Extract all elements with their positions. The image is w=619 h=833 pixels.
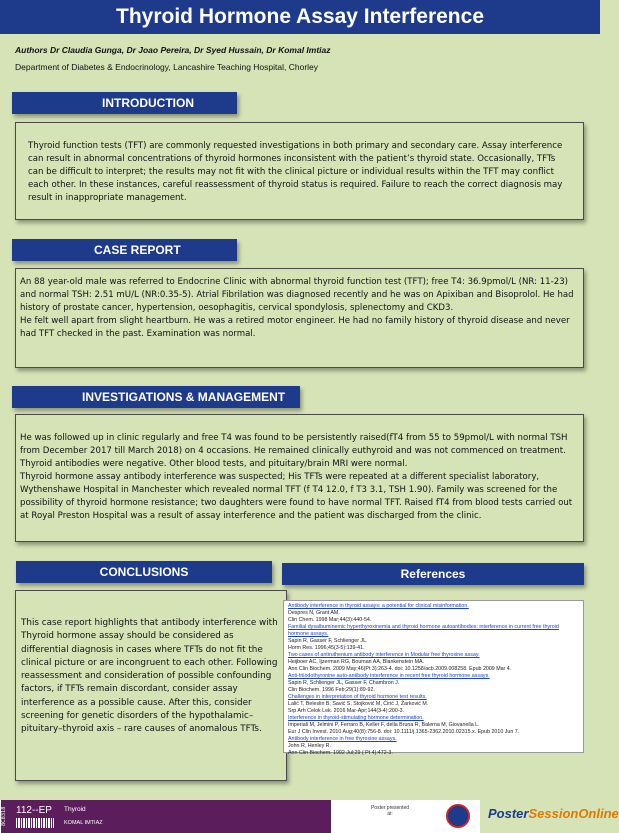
poster-number: 112--EP (16, 805, 52, 816)
references-list (288, 603, 579, 757)
introduction-box (15, 122, 584, 220)
conclusions-text: This case report highlights that antibody interference with Thyroid hormone assay should be considered as differential diagnosis in cases where TFTs do not fit the clinical picture or are incongruent to each other. Following reassessment and consideration of possible confounding factors, if TFTs remain discordant, consider assay interference as a possible cause. After this, consider screening for genetic disorders of the hypothalamic–pituitary–thyroid axis – rare causes of anomalous TFTs. (21, 618, 278, 735)
reference-link[interactable]: Antibody interference in thyroid assays: a potential for clinical misinformation. (288, 603, 469, 609)
reference-source: Ann Clin Biochem. 2009 May;46(Pt 3):263-4. doi: 10.1258/acb.2009.008258. Epub 2009 Mar 4. (288, 666, 512, 672)
reference-link[interactable]: Antibody interference in free thyroxine assays. (288, 736, 397, 742)
case-report-p1: An 88 year-old male was referred to Endocrine Clinic with abnormal thyroid function test (TFT); free T4: 36.9pmol/L (NR: 11-23) and normal TSH: 2.51 mU/L (NR:0.35-5). Atrial Fibrilation was diagnosed recently and he was on Apixiban and Bisoprolol. He had history of prostate cancer, hypertension, oesophagitis, cervical spondylosis, splenectomy and CKD3. (20, 277, 574, 313)
reference-source: Srp Arh Celok Lek. 2016 Mar-Apr;144(3-4):200-3. (288, 708, 405, 714)
reference-authors: Heijboer AC, Ijzerman RG, Bouman AA, Blankenstein MA. (288, 659, 425, 665)
barcode-icon (16, 818, 54, 828)
reference-authors: Imperiali M, Jelmini P, Ferraro B, Keller F, della Bruna R, Balerna M, Giovanella L. (288, 722, 480, 728)
reference-authors: Despres N, Grant AM. (288, 610, 340, 616)
case-report-heading: CASE REPORT (12, 239, 237, 261)
reference-link[interactable]: Interference in thyroid-stimulating hormone determination. (288, 715, 424, 721)
reference-source: Eur J Clin Invest. 2010 Aug;40(8):756-8. doi: 10.1111/j.1365-2362.2010.02315.x. Epub 2010 Jun 7. (288, 729, 520, 735)
presented-at-label: Poster presented at: (370, 805, 410, 817)
authors: Authors Dr Claudia Gunga, Dr Joao Pereira, Dr Syed Hussain, Dr Komal Imtiaz (15, 45, 331, 55)
case-report-p2: He felt well apart from slight heartburn. He was a retired motor engineer. He had no family history of thyroid disease and never had TFT checked in the past. Examination was normal. (20, 316, 570, 339)
reference-source: Clin Chem. 1998 Mar;44(3):440-54. (288, 617, 372, 623)
references-heading: References (282, 563, 584, 585)
congress-logo-icon (446, 804, 470, 828)
reference-link[interactable]: Challenges in interpretation of thyroid hormone test results. (288, 694, 427, 700)
reference-link[interactable]: Two cases of antiruthenium antibody interference in Modular free thyroxine assay. (288, 652, 480, 658)
conclusions-heading: CONCLUSIONS (16, 561, 272, 583)
brand-b: SessionOnline (528, 806, 619, 821)
reference-source: Horm Res. 1996;45(3-5):139-41. (288, 645, 365, 651)
references-box (283, 600, 584, 756)
introduction-text: Thyroid function tests (TFT) are commonly requested investigations in both primary and secondary care. Assay interference can result in abnormal concentrations of thyroid hormones inconsistent with the patient’s thyroid state. Occasionally, TFTs can be difficult to interpret; the results may not fit with the clinical picture or individual results within the TFT may conflict each other. In these instances, careful reassessment of thyroid status is required. Failure to reach the correct diagnosis may result in inappropriate management. (28, 141, 563, 203)
reference-link[interactable]: Familial dysalbuminemic hyperthyroxinemia and thyroid hormone autoantibodies: interference in current free thyroid hormone assays. (288, 624, 559, 637)
introduction-heading: INTRODUCTION (12, 92, 237, 114)
brand-a: Poster (488, 806, 529, 821)
reference-source: Ann Clin Biochem. 1992 Jul;29 ( Pt 4):472-3. (288, 750, 393, 756)
page-title: Thyroid Hormone Assay Interference (0, 0, 600, 34)
poster-topic: Thyroid (64, 806, 86, 813)
investigations-box (15, 414, 584, 542)
conclusions-box (15, 590, 287, 781)
poster-session-online-logo[interactable] (488, 806, 619, 821)
reference-source: Clin Biochem. 1996 Feb;29(1):89-92. (288, 687, 375, 693)
investigations-heading: INVESTIGATIONS & MANAGEMENT (12, 386, 300, 408)
investigations-p2: Thyroid hormone assay antibody interference was suspected; His TFTs were repeated at a different specialist laboratory, Wythenshawe Hospital in Manchester which revealed normal TFT (f T4 12.0, f T3 3.1, TSH 1.90). Family was screened for the possibility of thyroid hormone resistance; two daughters were found to have normal TFT. Raised fT4 from blood tests carried out at Royal Preston Hospital was a result of assay interference and the patient was discharged from the clinic. (20, 472, 573, 521)
reference-authors: Lalić T, Beleslin B, Savić S, Stojković M, Ćirić J, Žarković M. (288, 701, 429, 707)
reference-authors: Sapin R, Schlienger JL, Gasser F, Chambron J. (288, 680, 400, 686)
reference-authors: John R, Henley R. (288, 743, 331, 749)
investigations-p1: He was followed up in clinic regularly and free T4 was found to be persistently raised(fT4 from 55 to 59pmol/L with normal TSH from December 2017 till March 2018) on 4 occasions. He remained clinically euthyroid and was not commenced on treatment. Thyroid antibodies were negative. Other blood tests, and pituitary/brain MRI were normal. (20, 433, 568, 469)
poster-code: 8C8318 (0, 800, 12, 833)
reference-authors: Sapin R, Gasser F, Schlienger JL. (288, 638, 368, 644)
case-report-box (15, 268, 584, 368)
department: Department of Diabetes & Endocrinology, Lancashire Teaching Hospital, Chorley (15, 62, 319, 72)
reference-link[interactable]: Anti-triiodothyronine auto-antibody interference in recent free thyroid hormone assays. (288, 673, 490, 679)
poster-author: KOMAL IMTIAZ (64, 820, 103, 826)
